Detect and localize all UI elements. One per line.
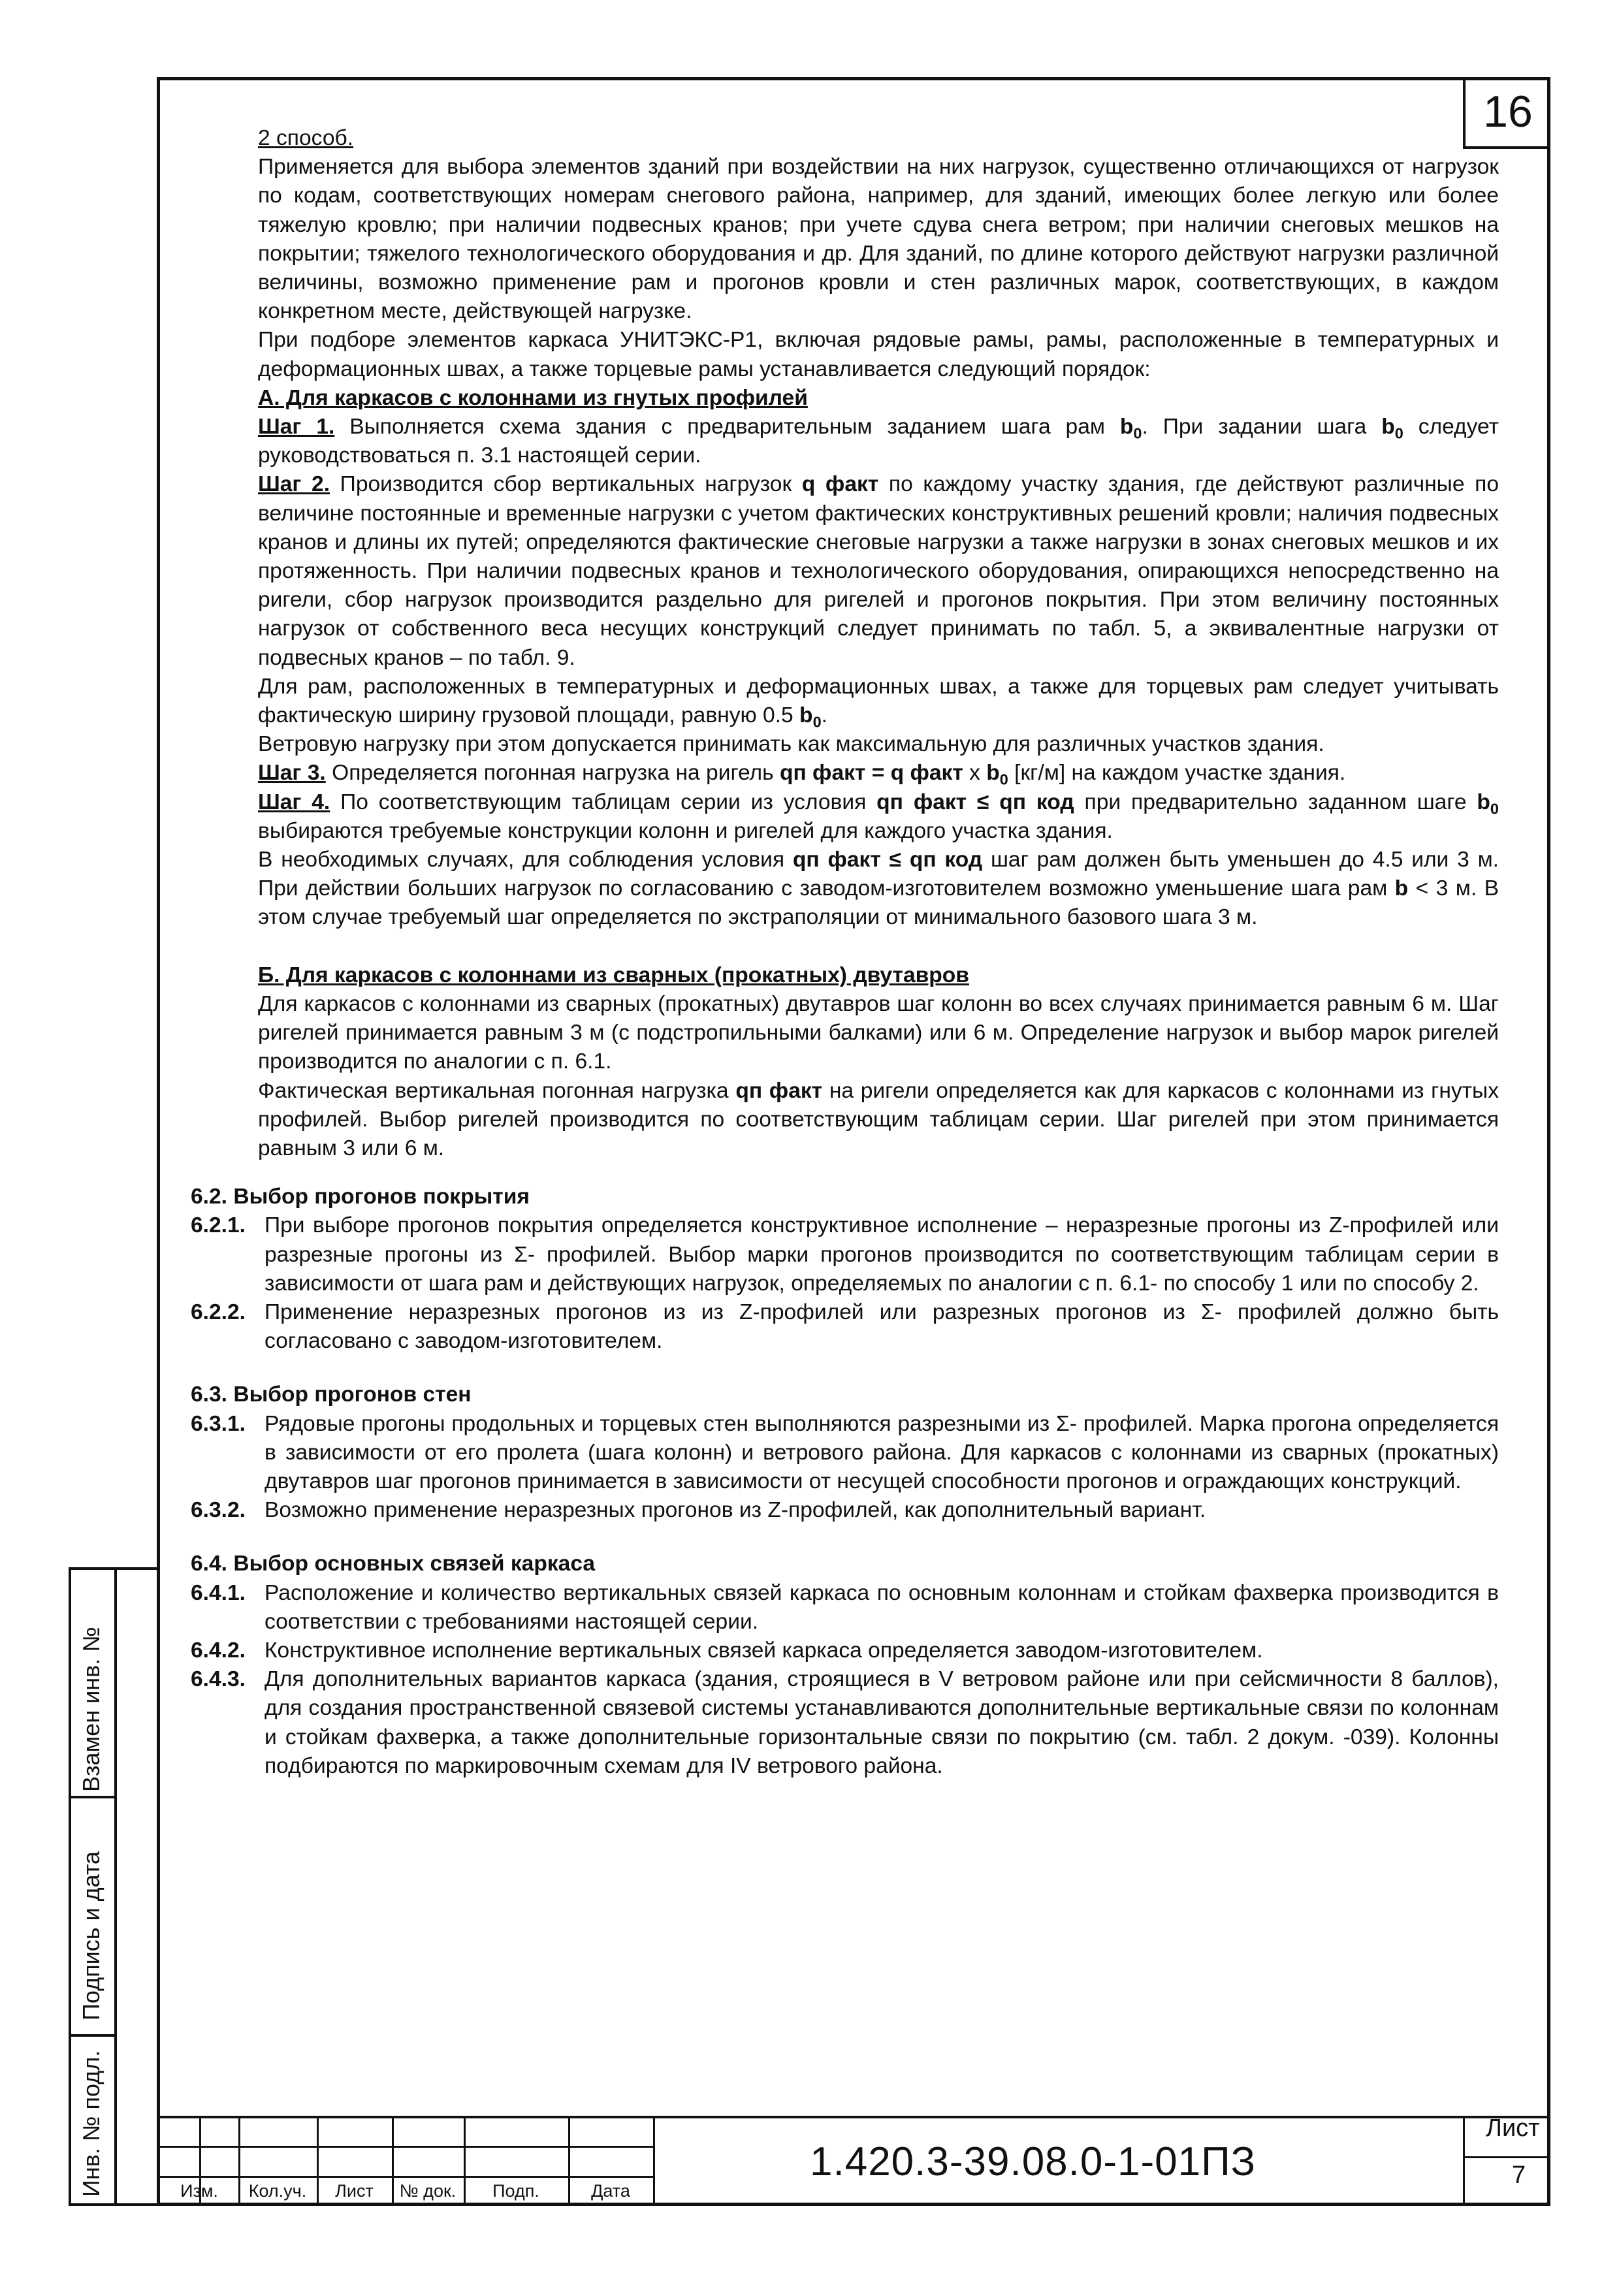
paragraph-rams: Для рам, расположенных в температурных и деформационных швах, а также для торцевых рам следует учитывать фактическую ширину грузовой площади, равную 0.5 $b_0$. [258, 674, 1499, 731]
stamp-inv: Инв. № подл. [78, 2050, 104, 2197]
method-title: 2 способ. [258, 126, 354, 150]
step-3: Шаг 3. Определяется погонная нагрузка на ригель qп факт = q факт x $b_0$ [кг/м] на каждом участке здания. [258, 761, 1346, 789]
margin-stamp [69, 1567, 157, 2206]
document-code: 1.420.3-39.08.0-1-01ПЗ [810, 2139, 1257, 2184]
col-list: Лист [335, 2181, 374, 2201]
item-6-3-1: 6.3.1. Рядовые прогоны продольных и торцевых стен выполняются разрезными из Σ- профилей. Марка прогона определяется в зависимости от его пролета (шага колонн) и ветрового района. Для каркасов с колоннами из сварных (прокатных) двутавров шаг прогонов принимается в зависимости от несущей способности прогонов и ограждающих конструкций. [191, 1411, 1499, 1493]
paragraph-b2: Фактическая вертикальная погонная нагрузка qп факт на ригели определяется как для каркасов с колоннами из гнутых профилей. Выбор ригелей производится по соответствующим таблицам серии. Шаг ригелей при этом принимается равным 3 или 6 м. [258, 1078, 1499, 1160]
col-izm: Изм. [180, 2181, 218, 2201]
step-4: Шаг 4. По соответствующим таблицам серии из условия qп факт ≤ qп код при предварительно заданном шаге $b_0$ выбираются требуемые конструкции колонн и ригелей для каждого участка здания. [258, 789, 1499, 843]
col-podp: Подп. [492, 2181, 539, 2201]
paragraph-need: В необходимых случаях, для соблюдения условия qп факт ≤ qп код шаг рам должен быть уменьшен до 4.5 или 3 м. При действии больших нагрузок по согласованию с заводом-изготовителем возможно уменьшение шага рам b < 3 м. В этом случае требуемый шаг определяется по экстраполяции от минимального базового шага 3 м. [258, 848, 1499, 930]
section-6-3-title: 6.3. Выбор прогонов стен [191, 1382, 472, 1407]
item-6-2-2: 6.2.2. Применение неразрезных прогонов из из Z-профилей или разрезных прогонов из Σ- профилей должно быть согласовано с заводом-изготовителем. [191, 1299, 1499, 1354]
stamp-vzamen: Взамен инв. № [78, 1627, 104, 1792]
page-number: 16 [1463, 77, 1550, 149]
stamp-podpis: Подпись и дата [78, 1851, 104, 2020]
paragraph-1: Применяется для выбора элементов зданий при воздействии на них нагрузок, существенно отличающихся от нагрузок по кодам, соответствующих номерам снегового района, например, для зданий, имеющих более легкую или более тяжелую кровлю; при наличии подвесных кранов; при учете сдува снега ветром; при наличии снеговых мешков на покрытии; тяжелого технологического оборудования и др. Для зданий, по длине которого действуют нагрузки различной величины, возможно применение рам и прогонов кровли и стен различных марок, соответствующих, в каждом конкретном месте, действующей нагрузке. [258, 155, 1499, 324]
paragraph-wind: Ветровую нагрузку при этом допускается принимать как максимальную для различных участков здания. [258, 732, 1324, 757]
sheet-number: 7 [1512, 2161, 1526, 2189]
col-kolich: Кол.уч. [248, 2181, 307, 2201]
section-6-2-title: 6.2. Выбор прогонов покрытия [191, 1185, 530, 1209]
section-6-4-title: 6.4. Выбор основных связей каркаса [191, 1552, 596, 1576]
item-6-4-3: 6.4.3. Для дополнительных вариантов каркаса (здания, строящиеся в V ветровом районе или при сейсмичности 8 баллов), для создания пространственной связевой системы устанавливаются дополнительные вертикальные связи по колоннам и стойкам фахверка, а также дополнительные горизонтальные связи по покрытию (см. табл. 2 докум. -039). Колонны подбираются по маркировочным схемам для IV ветрового района. [191, 1667, 1499, 1778]
step-1: Шаг 1. Выполняется схема здания с предварительным заданием шага рам $b_0$. При задании шага $b_0$ следует руководствоваться п. 3.1 настоящей серии. [258, 415, 1499, 468]
step-2: Шаг 2. Производится сбор вертикальных нагрузок q факт по каждому участку здания, где действуют различные по величине постоянные и временные нагрузки с учетом фактических конструктивных решений кровли; наличия подвесных кранов и длины их путей; определяются фактические снеговые нагрузки а также нагрузки в зонах снеговых мешков и их протяженность. При наличии подвесных кранов и технологического оборудования, опирающихся непосредственно на ригели, сбор нагрузок производится раздельно для ригелей и прогонов покрытия. При этом величину постоянных нагрузок от собственного веса несущих конструкций следует принимать по табл. 5, а эквивалентные нагрузки от подвесных кранов – по табл. 9. [258, 472, 1499, 670]
section-a-title: А. Для каркасов с колоннами из гнутых профилей [258, 385, 808, 410]
document-body [191, 124, 1499, 1781]
col-ndok: № док. [399, 2181, 457, 2201]
col-data: Дата [591, 2181, 630, 2201]
item-6-4-2: 6.4.2. Конструктивное исполнение вертикальных связей каркаса определяется заводом-изготовителем. [191, 1638, 1263, 1663]
paragraph-2: При подборе элементов каркаса УНИТЭКС-Р1, включая рядовые рамы, рамы, расположенные в температурных и деформационных швах, а также торцевые рамы устанавливается следующий порядок: [258, 328, 1499, 381]
item-6-4-1: 6.4.1. Расположение и количество вертикальных связей каркаса по основным колоннам и стойкам фахверка производится в соответствии с требованиями настоящей серии. [191, 1580, 1499, 1634]
item-6-2-1: 6.2.1. При выборе прогонов покрытия определяется конструктивное исполнение – неразрезные прогоны из Z-профилей или разрезные прогоны из Σ- профилей. Выбор марки прогонов производится по соответствующим таблицам серии в зависимости от шага рам и действующих нагрузок, определяемых по аналогии с п. 6.1- по способу 1 или по способу 2. [191, 1213, 1499, 1296]
sheet-label: Лист [1486, 2114, 1540, 2142]
section-b-title: Б. Для каркасов с колоннами из сварных (прокатных) двутавров [258, 963, 969, 987]
paragraph-b1: Для каркасов с колоннами из сварных (прокатных) двутавров шаг колонн во всех случаях принимается равным 6 м. Шаг ригелей принимается равным 3 м (с подстропильными балками) или 6 м. Определение нагрузок и выбор марок ригелей производится по аналогии с п. 6.1. [258, 991, 1499, 1074]
item-6-3-2: 6.3.2. Возможно применение неразрезных прогонов из Z-профилей, как дополнительный вариант. [191, 1498, 1206, 1523]
